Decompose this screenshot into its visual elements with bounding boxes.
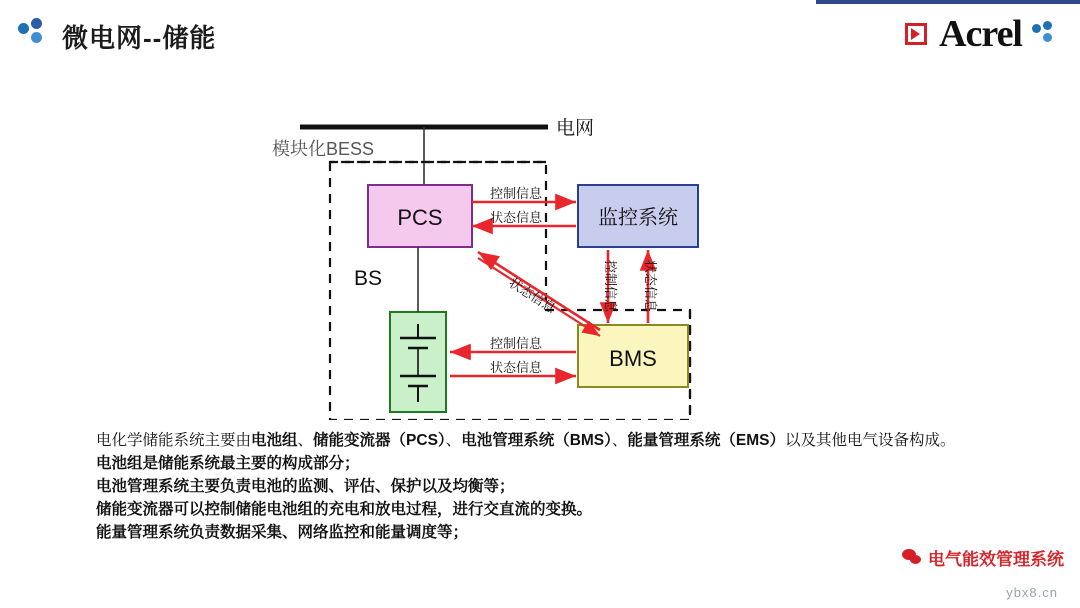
brand-name: Acrel xyxy=(939,13,1022,55)
arrow-label-bms-battery-status: 状态信息 xyxy=(490,360,543,375)
description-text xyxy=(96,430,996,545)
arrow-label-scada-bms-control: 控制信息 xyxy=(603,260,618,313)
desc-p1-s1: 、 xyxy=(297,432,314,449)
arrow-label-pcs-scada-control: 控制信息 xyxy=(490,186,543,201)
scada-label: 监控系统 xyxy=(598,207,678,229)
acrel-square-arrow-icon xyxy=(905,21,931,47)
pcs-label: PCS xyxy=(397,205,443,230)
desc-p1-suffix: 以及其他电气设备构成。 xyxy=(785,432,956,449)
wechat-watermark-text: 电气能效管理系统 xyxy=(928,550,1064,569)
pcs-scada-arrows xyxy=(472,186,576,226)
desc-p1-s2: 、 xyxy=(445,432,462,449)
pcs-bms-arrows xyxy=(478,252,600,336)
desc-p1-b2: 储能变流器（PCS） xyxy=(313,432,446,449)
arrow-label-pcs-bms-status: 状态信息 xyxy=(506,274,559,316)
description-line-3: 电池管理系统主要负责电池的监测、评估、保护以及均衡等； xyxy=(96,477,515,495)
arrow-label-scada-bms-status: 状态信息 xyxy=(643,260,658,313)
brand-dots-icon xyxy=(1032,21,1058,47)
desc-p1-b1: 电池组 xyxy=(251,432,298,449)
desc-p1-prefix: 电化学储能系统主要由 xyxy=(96,432,252,449)
description-line-4: 储能变流器可以控制储能电池组的充电和放电过程，进行交直流的变换。 xyxy=(96,500,593,518)
arrow-label-pcs-scada-status: 状态信息 xyxy=(490,210,543,225)
battery-block xyxy=(390,247,446,412)
three-dots-logo-icon xyxy=(18,18,52,52)
wechat-icon xyxy=(902,549,922,566)
bms-battery-arrows xyxy=(450,336,576,376)
page-title: 微电网--储能 xyxy=(62,23,217,53)
scada-bms-arrows xyxy=(603,250,658,323)
page-header xyxy=(0,0,1080,68)
description-line-2: 电池组是储能系统最主要的构成部分； xyxy=(96,454,360,472)
description-line-5: 能量管理系统负责数据采集、网络监控和能量调度等； xyxy=(96,523,469,541)
scada-block xyxy=(578,185,698,247)
pcs-block xyxy=(368,185,472,247)
desc-p1-b3: 电池管理系统（BMS） xyxy=(461,432,612,449)
wechat-watermark xyxy=(902,545,1064,570)
bs-label: BS xyxy=(354,267,383,290)
arrow-label-bms-battery-control: 控制信息 xyxy=(490,336,543,351)
desc-p1-s3: 、 xyxy=(611,432,628,449)
modular-bess-label: 模块化BESS xyxy=(272,139,375,159)
bms-block xyxy=(578,325,688,387)
grid-label: 电网 xyxy=(556,118,595,139)
description-paragraph-1 xyxy=(96,430,996,453)
bess-architecture-diagram xyxy=(0,80,1080,420)
brand-logo xyxy=(905,12,1058,56)
desc-p1-b4: 能量管理系统（EMS） xyxy=(627,432,785,449)
site-watermark: ybx8.cn xyxy=(1006,585,1058,600)
bms-label: BMS xyxy=(609,346,657,371)
